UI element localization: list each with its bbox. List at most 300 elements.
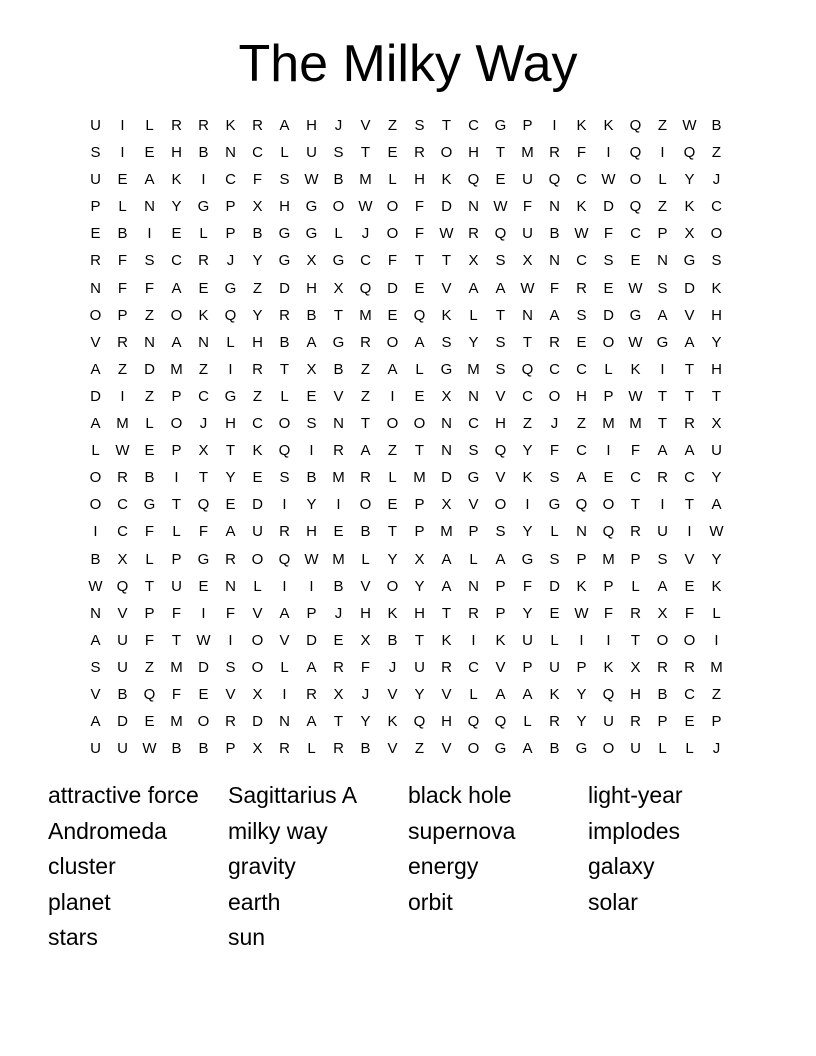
grid-letter: C [252,144,263,162]
grid-letter: G [440,360,453,378]
grid-letter: D [549,577,560,595]
grid-letter: X [252,740,263,758]
grid-letter: U [603,713,614,731]
grid-letter: J [334,604,343,622]
grid-letter: A [576,469,587,487]
grid-letter: A [279,117,290,134]
grid-letter: Q [548,171,561,189]
grid-letter: T [414,252,425,270]
grid-letter: H [468,144,479,162]
grid-letter: E [387,144,398,162]
grid-letter: A [495,279,506,297]
grid-letter: U [549,658,560,676]
grid-letter: T [522,333,533,351]
grid-letter: X [657,604,668,622]
word-list-item: light-year [588,782,683,808]
grid-letter: I [660,496,665,514]
grid-letter: O [386,225,399,243]
grid-letter: E [171,225,182,243]
grid-letter: H [360,604,371,622]
grid-letter: C [225,171,236,189]
grid-letter: V [279,631,290,649]
grid-letter: Y [171,198,182,216]
grid-letter: G [332,252,345,270]
grid-letter: X [441,496,452,514]
grid-letter: Q [143,685,156,703]
grid-letter: H [630,685,641,703]
grid-letter: G [683,252,696,270]
grid-letter: D [603,198,614,216]
grid-letter: G [332,333,345,351]
grid-letter: H [252,333,263,351]
grid-letter: W [88,577,103,595]
grid-letter: X [468,252,479,270]
grid-letter: S [576,306,587,324]
grid-letter: N [441,442,452,460]
grid-letter: Z [360,360,371,378]
grid-letter: L [253,577,262,595]
grid-letter: E [198,577,209,595]
grid-letter: R [360,333,371,351]
page-title: The Milky Way [238,35,578,93]
grid-letter: U [90,171,101,189]
grid-letter: T [441,117,452,134]
grid-letter: V [441,740,452,758]
grid-letter: A [711,496,722,514]
grid-letter: H [414,604,425,622]
grid-letter: O [170,415,183,433]
word-list-item: black hole [408,782,512,808]
grid-letter: A [495,685,506,703]
grid-letter: S [225,658,236,676]
grid-letter: U [414,658,425,676]
grid-letter: O [494,496,507,514]
grid-letter: C [468,117,479,134]
grid-letter: N [576,523,587,541]
grid-letter: R [657,658,668,676]
grid-letter: B [711,117,722,134]
grid-letter: S [441,333,452,351]
grid-letter: T [495,144,506,162]
grid-letter: L [469,550,478,568]
grid-letter: S [657,550,668,568]
grid-letter: M [359,171,372,189]
grid-letter: U [522,631,533,649]
grid-letter: Y [522,604,533,622]
word-list-item: cluster [48,853,116,879]
grid-letter: R [576,279,587,297]
grid-letter: I [390,387,395,405]
grid-letter: C [117,523,128,541]
grid-letter: T [333,306,344,324]
grid-letter: W [574,604,589,622]
grid-letter: K [198,306,209,324]
grid-letter: L [658,171,667,189]
grid-letter: V [441,279,452,297]
grid-letter: O [251,658,264,676]
grid-letter: I [174,469,179,487]
grid-letter: G [494,740,507,758]
grid-letter: M [467,360,480,378]
grid-letter: K [387,604,398,622]
grid-letter: C [549,360,560,378]
grid-letter: L [172,523,181,541]
grid-letter: W [493,198,508,216]
grid-letter: R [117,469,128,487]
grid-letter: Y [414,685,425,703]
grid-letter: R [441,658,452,676]
grid-letter: F [414,225,425,243]
grid-letter: A [225,523,236,541]
grid-letter: R [279,523,290,541]
grid-letter: F [198,523,209,541]
grid-letter: Q [521,360,534,378]
grid-letter: X [360,631,371,649]
grid-letter: C [171,252,182,270]
grid-letter: O [710,225,723,243]
grid-letter: E [387,306,398,324]
grid-letter: G [629,306,642,324]
grid-letter: K [225,117,236,134]
grid-letter: W [628,279,643,297]
grid-letter: Q [224,306,237,324]
grid-letter: A [657,577,668,595]
grid-letter: Q [278,550,291,568]
grid-letter: R [657,469,668,487]
grid-letter: Q [197,496,210,514]
grid-letter: Q [413,306,426,324]
grid-letter: B [306,306,317,324]
grid-letter: K [387,713,398,731]
grid-letter: V [360,577,371,595]
grid-letter: T [225,442,236,460]
grid-letter: S [279,469,290,487]
word-list-item: solar [588,888,638,915]
grid-letter: S [306,415,317,433]
grid-letter: L [280,387,289,405]
grid-letter: C [576,252,587,270]
grid-letter: O [386,577,399,595]
grid-letter: W [142,740,157,758]
grid-letter: N [468,198,479,216]
grid-letter: R [333,740,344,758]
grid-letter: H [306,523,317,541]
grid-letter: R [279,306,290,324]
grid-letter: N [333,415,344,433]
grid-letter: M [332,469,345,487]
grid-letter: U [306,144,317,162]
grid-letter: T [657,415,668,433]
grid-letter: L [685,740,694,758]
grid-letter: E [198,685,209,703]
grid-letter: R [225,713,236,731]
grid-letter: E [144,442,155,460]
grid-letter: S [333,144,344,162]
grid-letter: T [711,387,722,405]
grid-letter: E [144,144,155,162]
grid-letter: T [414,442,425,460]
grid-letter: I [660,360,665,378]
grid-letter: L [469,685,478,703]
grid-letter: L [658,740,667,758]
grid-letter: V [333,387,344,405]
grid-letter: R [630,604,641,622]
grid-letter: B [360,523,371,541]
grid-letter: Y [711,469,722,487]
grid-letter: I [309,442,314,460]
grid-letter: M [710,658,723,676]
grid-letter: P [522,658,533,676]
grid-letter: Y [252,306,263,324]
grid-letter: R [117,333,128,351]
grid-letter: W [304,550,319,568]
grid-letter: R [414,144,425,162]
grid-letter: R [630,713,641,731]
grid-letter: J [712,171,721,189]
grid-letter: M [602,415,615,433]
grid-letter: B [117,225,128,243]
grid-letter: C [711,198,722,216]
grid-letter: X [684,225,695,243]
grid-letter: O [413,415,426,433]
grid-letter: E [414,387,425,405]
grid-letter: P [495,577,506,595]
grid-letter: P [117,306,128,324]
letter-grid [82,112,730,762]
grid-letter: K [711,577,722,595]
grid-letter: D [144,360,155,378]
grid-letter: L [307,740,316,758]
grid-letter: U [630,740,641,758]
grid-letter: T [171,631,182,649]
grid-letter: Q [602,685,615,703]
grid-letter: X [306,252,317,270]
grid-letter: W [115,442,130,460]
grid-letter: U [117,740,128,758]
grid-letter: R [468,604,479,622]
grid-letter: O [602,496,615,514]
grid-letter: X [198,442,209,460]
grid-letter: G [143,496,156,514]
grid-letter: K [684,198,695,216]
grid-letter: F [360,658,371,676]
grid-letter: K [252,442,263,460]
grid-letter: Y [522,523,533,541]
grid-letter: A [522,740,533,758]
grid-letter: F [522,198,533,216]
grid-letter: J [361,225,370,243]
grid-letter: A [171,333,182,351]
grid-letter: Y [711,333,722,351]
grid-letter: R [549,144,560,162]
grid-letter: P [171,550,182,568]
grid-letter: X [252,685,263,703]
grid-letter: B [657,685,668,703]
grid-letter: N [441,415,452,433]
grid-letter: N [225,577,236,595]
grid-letter: T [495,306,506,324]
grid-letter: O [656,631,669,649]
grid-letter: T [684,387,695,405]
grid-letter: R [333,442,344,460]
grid-letter: P [171,442,182,460]
grid-letter: P [144,604,155,622]
grid-letter: A [684,333,695,351]
grid-letter: Y [468,333,479,351]
grid-letter: B [252,225,263,243]
grid-letter: V [90,333,101,351]
grid-letter: Y [225,469,236,487]
grid-letter: Q [494,225,507,243]
grid-letter: Z [387,442,398,460]
grid-letter: G [224,279,237,297]
grid-letter: O [548,387,561,405]
grid-letter: L [145,415,154,433]
grid-letter: I [120,117,125,134]
grid-letter: D [279,279,290,297]
grid-letter: N [198,333,209,351]
grid-letter: P [414,523,425,541]
grid-letter: P [225,225,236,243]
grid-letter: X [441,387,452,405]
grid-letter: E [549,604,560,622]
word-list-item: milky way [228,817,328,844]
grid-letter: C [684,685,695,703]
grid-letter: O [170,306,183,324]
grid-letter: Q [494,442,507,460]
grid-letter: P [90,198,101,216]
word-list-item: Andromeda [48,817,167,844]
grid-letter: U [171,577,182,595]
grid-letter: F [522,577,533,595]
grid-letter: G [278,252,291,270]
grid-letter: F [171,604,182,622]
grid-letter: V [225,685,236,703]
grid-letter: M [332,550,345,568]
grid-letter: R [549,333,560,351]
grid-letter: B [90,550,101,568]
grid-letter: W [358,198,373,216]
grid-letter: Y [252,252,263,270]
grid-letter: F [603,604,614,622]
grid-letter: B [333,171,344,189]
grid-letter: S [144,252,155,270]
grid-letter: P [630,550,641,568]
grid-letter: M [602,550,615,568]
grid-letter: C [576,360,587,378]
grid-letter: I [282,577,287,595]
grid-letter: L [415,360,424,378]
grid-letter: N [279,713,290,731]
grid-letter: T [171,496,182,514]
grid-letter: E [144,713,155,731]
word-list-item: Sagittarius A [228,782,358,808]
grid-letter: J [388,658,397,676]
grid-letter: N [90,604,101,622]
grid-letter: A [360,442,371,460]
grid-letter: V [360,117,371,134]
grid-letter: C [360,252,371,270]
word-list-item: planet [48,888,111,915]
grid-letter: U [117,658,128,676]
grid-letter: D [441,198,452,216]
grid-letter: C [576,442,587,460]
grid-letter: G [224,387,237,405]
grid-letter: Y [360,713,371,731]
grid-letter: T [441,252,452,270]
grid-letter: S [414,117,425,134]
grid-letter: I [228,360,233,378]
grid-letter: I [525,496,530,514]
grid-letter: Z [576,415,587,433]
grid-letter: D [90,387,101,405]
grid-letter: I [201,604,206,622]
grid-letter: I [336,496,341,514]
grid-letter: H [306,117,317,134]
grid-letter: Y [711,550,722,568]
grid-letter: B [306,469,317,487]
grid-letter: C [522,387,533,405]
grid-letter: A [306,658,317,676]
grid-letter: U [522,225,533,243]
grid-letter: E [603,469,614,487]
grid-letter: D [252,496,263,514]
grid-letter: Y [306,496,317,514]
grid-letter: A [90,631,101,649]
grid-letter: D [387,279,398,297]
grid-letter: L [388,171,397,189]
grid-letter: G [494,117,507,134]
grid-letter: T [657,387,668,405]
grid-letter: Z [144,306,155,324]
grid-letter: R [549,713,560,731]
grid-letter: I [309,577,314,595]
grid-letter: S [549,469,560,487]
grid-letter: Y [684,171,695,189]
grid-letter: E [252,469,263,487]
grid-letter: D [441,469,452,487]
grid-letter: R [684,415,695,433]
grid-letter: A [90,360,101,378]
grid-letter: S [90,658,101,676]
grid-letter: D [684,279,695,297]
grid-letter: H [306,279,317,297]
grid-letter: L [361,550,370,568]
grid-letter: P [603,387,614,405]
grid-letter: M [116,415,129,433]
grid-letter: K [171,171,182,189]
grid-letter: M [521,144,534,162]
grid-letter: K [630,360,641,378]
grid-letter: D [603,306,614,324]
grid-letter: G [575,740,588,758]
grid-letter: C [630,225,641,243]
grid-letter: A [657,306,668,324]
grid-letter: I [687,523,692,541]
grid-letter: A [414,333,425,351]
grid-letter: M [170,658,183,676]
grid-letter: F [603,225,614,243]
grid-letter: O [359,496,372,514]
grid-letter: L [145,550,154,568]
grid-letter: I [147,225,152,243]
grid-letter: L [226,333,235,351]
word-list-item: earth [228,888,281,915]
word-list-item: orbit [408,888,453,915]
grid-letter: H [279,198,290,216]
grid-letter: L [469,306,478,324]
grid-letter: L [550,523,559,541]
